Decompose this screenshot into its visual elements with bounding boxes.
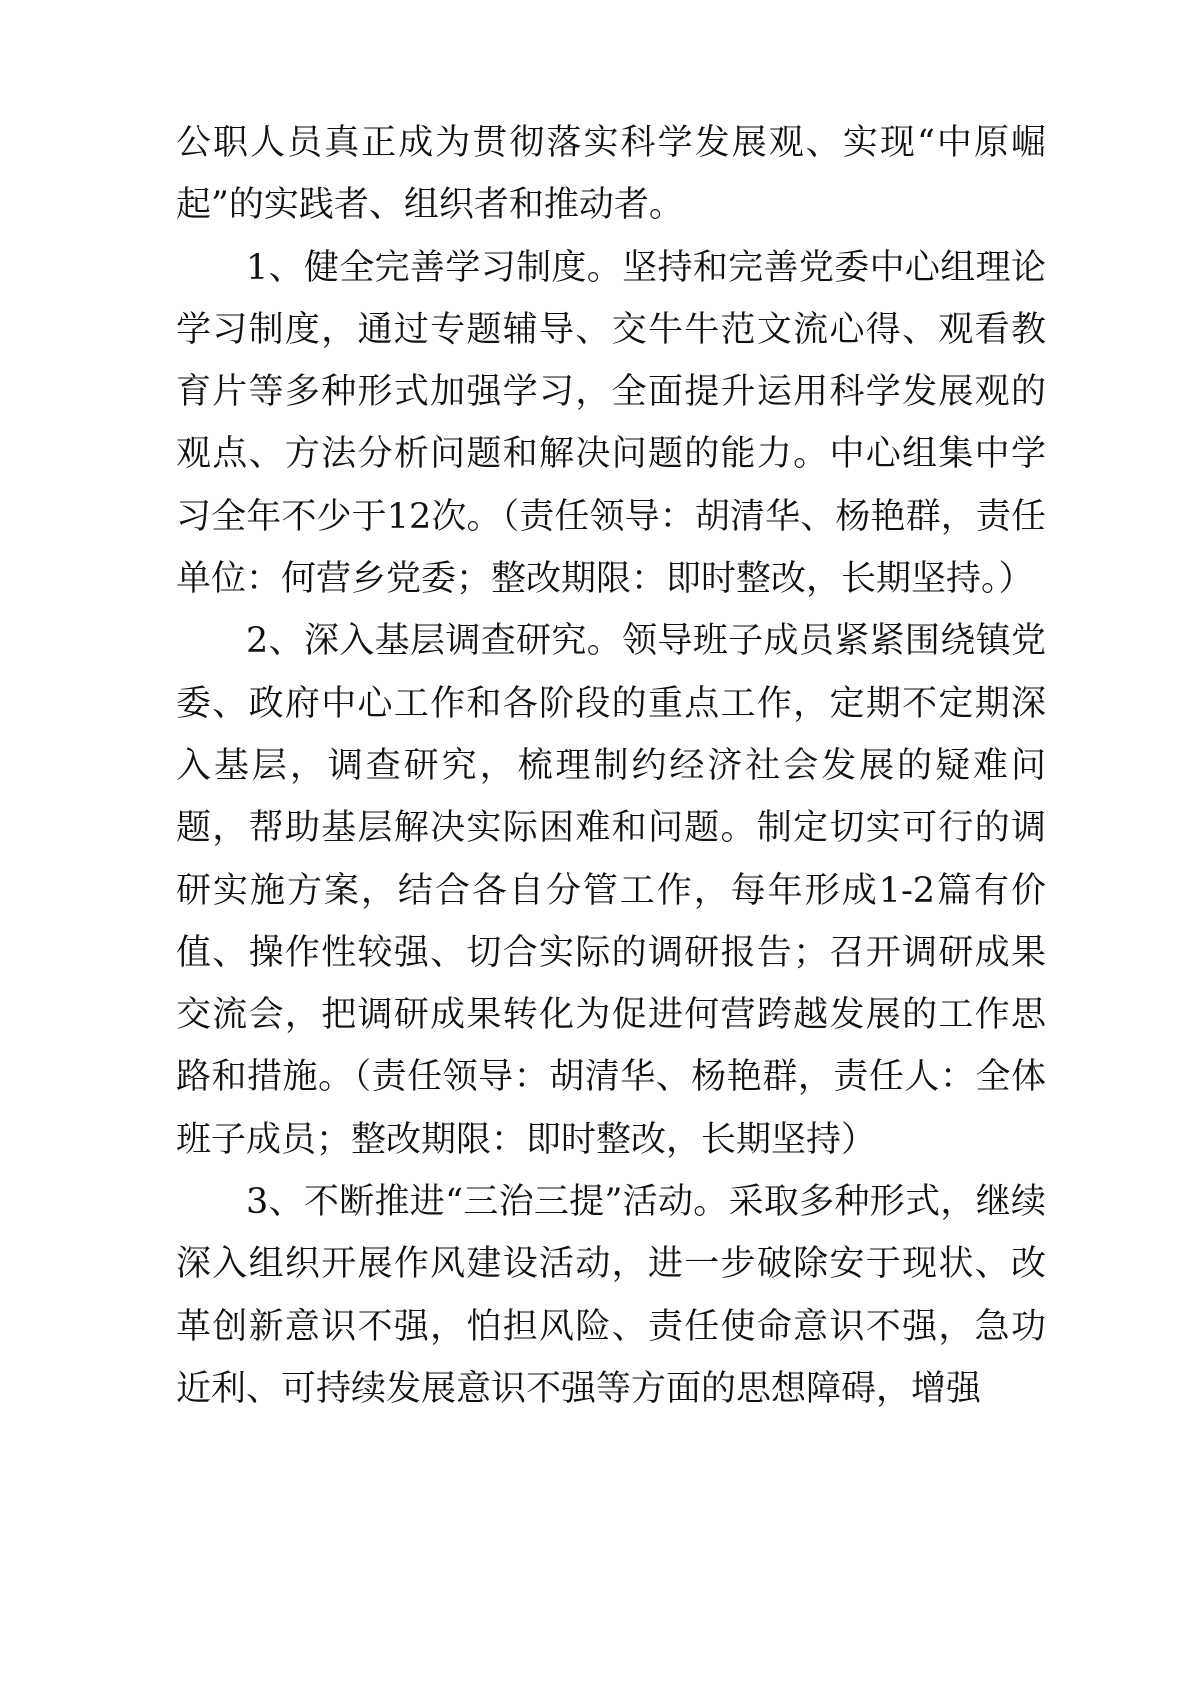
document-body bbox=[176, 112, 1046, 1420]
paragraph-item-1: 1、健全完善学习制度。坚持和完善党委中心组理论学习制度，通过专题辅导、交牛牛范文流心得、观看教育片等多种形式加强学习，全面提升运用科学发展观的观点、方法分析问题和解决问题的能力。中心组集中学习全年不少于12次。（责任领导：胡清华、杨艳群，责任单位：何营乡党委；整改期限：即时整改，长期坚持。） bbox=[176, 247, 1046, 600]
paragraph-item-2: 2、深入基层调查研究。领导班子成员紧紧围绕镇党委、政府中心工作和各阶段的重点工作，定期不定期深入基层，调查研究，梳理制约经济社会发展的疑难问题，帮助基层解决实际困难和问题。制定切实可行的调研实施方案，结合各自分管工作，每年形成1-2篇有价值、操作性较强、切合实际的调研报告；召开调研成果交流会，把调研成果转化为促进何营跨越发展的工作思路和措施。（责任领导：胡清华、杨艳群，责任人：全体班子成员；整改期限：即时整改，长期坚持） bbox=[176, 621, 1046, 1160]
paragraph-continuation: 公职人员真正成为贯彻落实科学发展观、实现“中原崛起”的实践者、组织者和推动者。 bbox=[176, 123, 1046, 226]
paragraph-item-3: 3、不断推进“三治三提”活动。采取多种形式，继续深入组织开展作风建设活动，进一步破除安于现状、改革创新意识不强，怕担风险、责任使命意识不强，急功近利、可持续发展意识不强等方面的思想障碍，增强 bbox=[176, 1182, 1046, 1409]
